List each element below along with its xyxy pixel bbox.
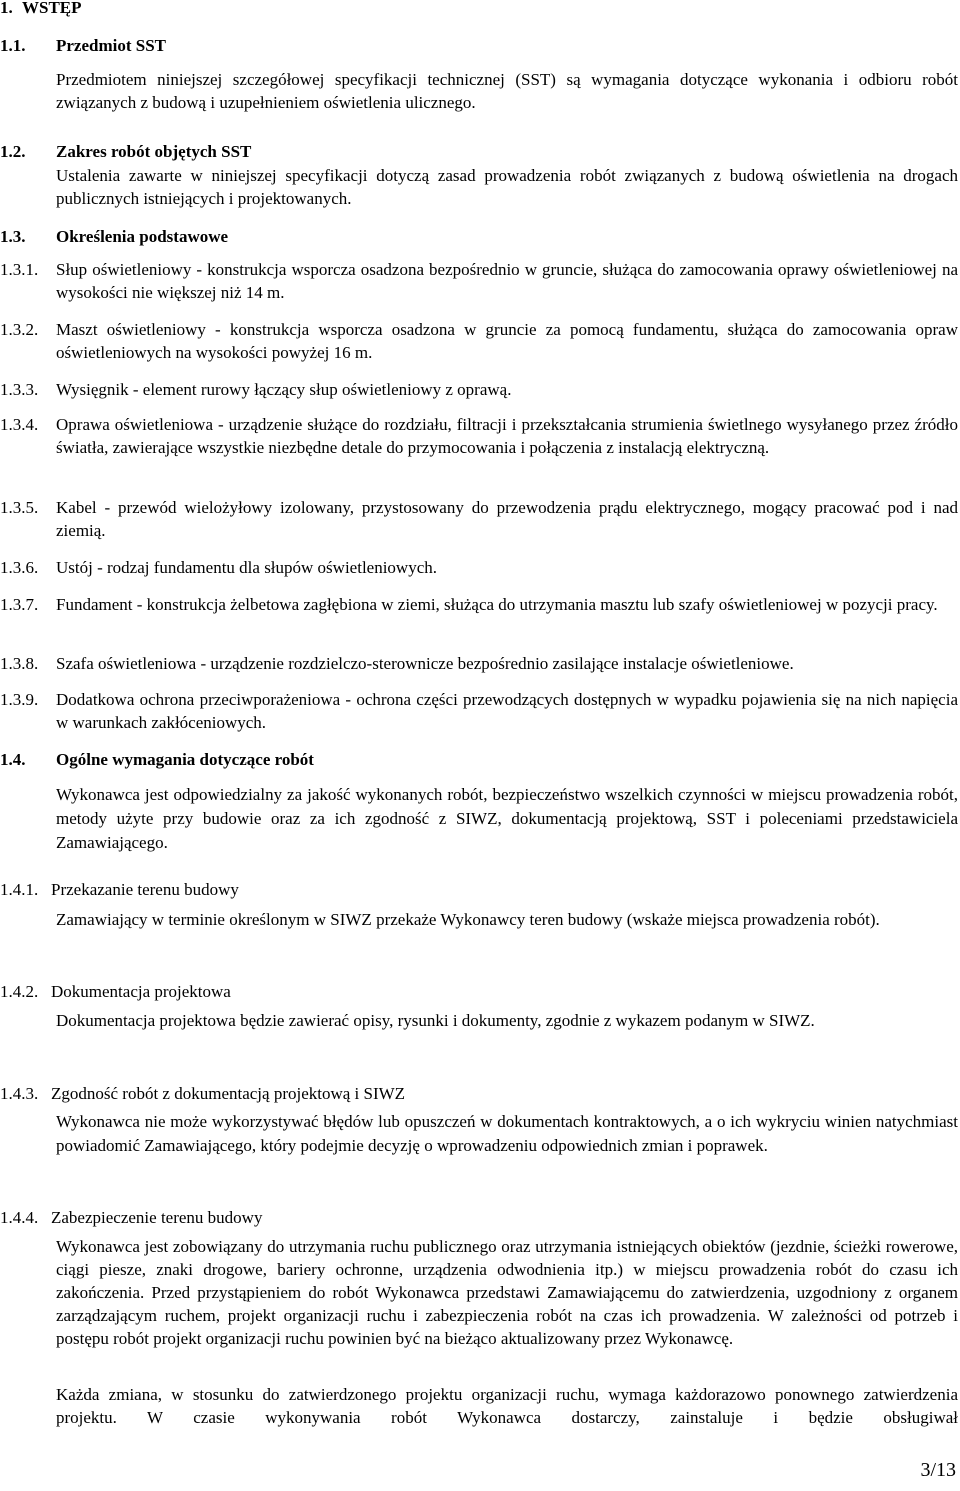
definition-number: 1.3.1.	[0, 260, 39, 279]
paragraph-1-1: Przedmiotem niniejszej szczegółowej specyfikacji technicznej (SST) są wymagania dotyczące wykonania i odbioru robót związanych z budową i uzupełnieniem oświetlenia ulicznego.	[56, 70, 958, 112]
section-number: 1.4.2.	[0, 982, 39, 1001]
definition-text: Maszt oświetleniowy - konstrukcja wsporcza osadzona w gruncie za pomocą fundamentu, służąca do zamocowania opraw oświetleniowych na wysokości powyżej 16 m.	[56, 320, 958, 362]
paragraph-1-4-4b: Każda zmiana, w stosunku do zatwierdzonego projektu organizacji ruchu, wymaga każdorazowo ponownego zatwierdzenia projektu. W czasie wykonywania robót Wykonawca dostarczy, zainstaluje i będzie obsługiwał	[56, 1385, 958, 1427]
definition-number: 1.3.4.	[0, 415, 39, 434]
section-title: Zakres robót objętych SST	[56, 142, 252, 161]
definition-number: 1.3.5.	[0, 498, 39, 517]
section-title: Zgodność robót z dokumentacją projektową i SIWZ	[51, 1084, 406, 1103]
definition-text: Wysięgnik - element rurowy łączący słup oświetleniowy z oprawą.	[56, 380, 512, 399]
definition-text: Ustój - rodzaj fundamentu dla słupów oświetleniowych.	[56, 558, 438, 577]
section-title: Określenia podstawowe	[56, 227, 229, 246]
section-number: 1.4.3.	[0, 1084, 39, 1103]
paragraph-1-4-2: Dokumentacja projektowa będzie zawierać opisy, rysunki i dokumenty, zgodnie z wykazem podanym w SIWZ.	[56, 1011, 815, 1030]
section-number: 1.4.	[0, 750, 26, 769]
section-title: WSTĘP	[22, 0, 82, 17]
section-title: Przekazanie terenu budowy	[51, 880, 239, 899]
definition-text: Słup oświetleniowy - konstrukcja wsporcza osadzona bezpośrednio w gruncie, służąca do zamocowania oprawy oświetleniowej na wysokości nie większej niż 14 m.	[56, 260, 958, 302]
definition-number: 1.3.7.	[0, 595, 39, 614]
paragraph-1-4-4a: Wykonawca jest zobowiązany do utrzymania ruchu publicznego oraz utrzymania istniejących obiektów (jezdnie, ścieżki rowerowe, ciągi piesze, znaki drogowe, bariery ochronne, urządzenia odwodnienia itp.) w miejscu prowadzenia robót do czasu ich zakończenia. Przed przystąpieniem do robót Wykonawca przedstawi Zamawiającemu do zatwierdzenia, uzgodniony z organem zarządzającym ruchem, projekt organizacji ruchu i zabezpieczenia robót na czas ich prowadzenia. W zależności od potrzeb i postępu robót projekt organizacji ruchu powinien być na bieżąco aktualizowany przez Wykonawcę.	[56, 1237, 958, 1348]
paragraph-1-4-1: Zamawiający w terminie określonym w SIWZ przekaże Wykonawcy teren budowy (wskaże miejsca prowadzenia robót).	[56, 910, 880, 929]
paragraph-1-4: Wykonawca jest odpowiedzialny za jakość wykonanych robót, bezpieczeństwo wszelkich czynności w miejscu prowadzenia robót, metody użyte przy budowie oraz za ich zgodność z SIWZ, dokumentacją projektową, SST i poleceniami przedstawiciela Zamawiającego.	[56, 785, 958, 852]
section-number: 1.4.4.	[0, 1208, 39, 1227]
definition-text: Szafa oświetleniowa - urządzenie rozdzielczo-sterownicze bezpośrednio zasilające instalacje oświetleniowe.	[56, 654, 794, 673]
section-number: 1.3.	[0, 227, 26, 246]
definition-number: 1.3.2.	[0, 320, 39, 339]
section-title: Przedmiot SST	[56, 36, 167, 55]
definition-text: Fundament - konstrukcja żelbetowa zagłębiona w ziemi, służąca do utrzymania masztu lub szafy oświetleniowej w pozycji pracy.	[56, 595, 938, 614]
section-number: 1.2.	[0, 142, 26, 161]
definition-number: 1.3.6.	[0, 558, 39, 577]
definition-text: Kabel - przewód wielożyłowy izolowany, przystosowany do przewodzenia prądu elektrycznego, mogący pracować pod i nad ziemią.	[56, 498, 958, 540]
definition-number: 1.3.9.	[0, 690, 39, 709]
page-number: 3/13	[920, 1459, 956, 1481]
definition-number: 1.3.8.	[0, 654, 39, 673]
section-number: 1.4.1.	[0, 880, 39, 899]
paragraph-1-4-3: Wykonawca nie może wykorzystywać błędów lub opuszczeń w dokumentach kontraktowych, a o ich wykryciu winien natychmiast powiadomić Zamawiającego, który podejmie decyzję o wprowadzeniu odpowiednich zmian i poprawek.	[56, 1112, 958, 1155]
section-title: Dokumentacja projektowa	[51, 982, 231, 1001]
section-number: 1.	[0, 0, 13, 17]
definition-number: 1.3.3.	[0, 380, 39, 399]
definition-text: Dodatkowa ochrona przeciwporażeniowa - ochrona części przewodzących dostępnych w wypadku pojawienia się na nich napięcia w warunkach zakłóceniowych.	[56, 690, 958, 732]
section-title: Zabezpieczenie terenu budowy	[51, 1208, 263, 1227]
paragraph-1-2: Ustalenia zawarte w niniejszej specyfikacji dotyczą zasad prowadzenia robót związanych z budową oświetlenia na drogach publicznych istniejących i projektowanych.	[56, 166, 958, 208]
section-number: 1.1.	[0, 36, 26, 55]
section-title: Ogólne wymagania dotyczące robót	[56, 750, 314, 769]
definition-text: Oprawa oświetleniowa - urządzenie służące do rozdziału, filtracji i przekształcania strumienia świetlnego wysyłanego przez źródło światła, zawierające wszystkie niezbędne detale do przymocowania i połączenia z instalacją elektryczną.	[56, 415, 958, 457]
